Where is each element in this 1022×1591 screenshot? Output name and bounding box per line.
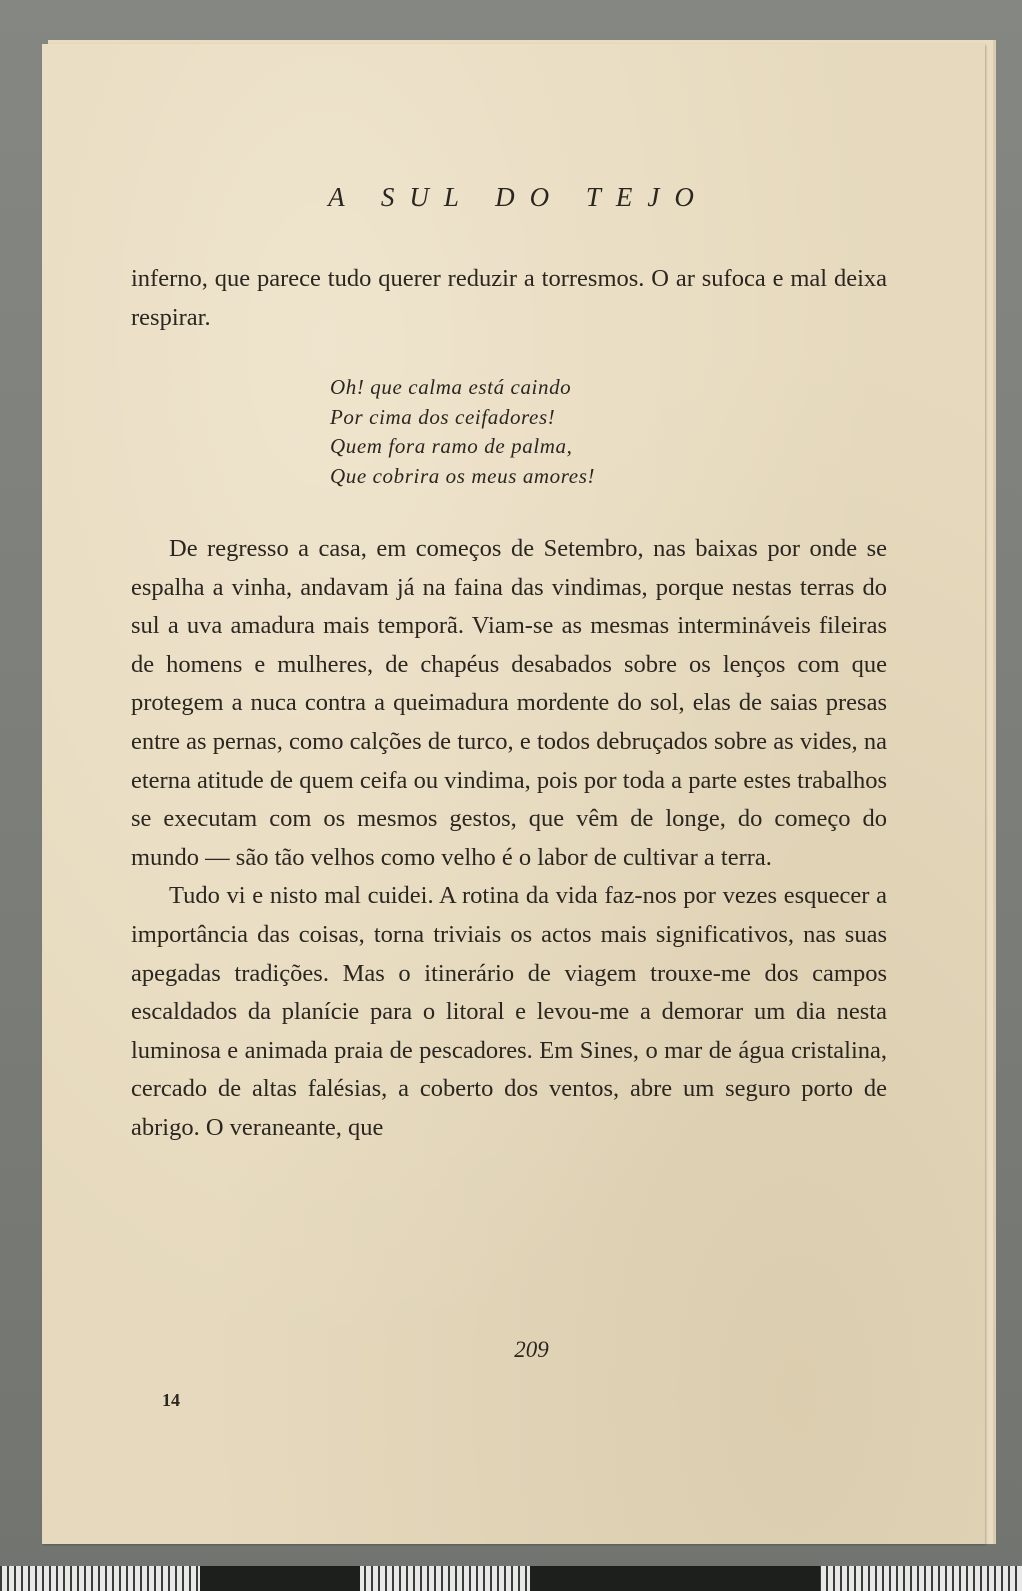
verse-line: Quem fora ramo de palma, <box>330 434 573 458</box>
verse-line: Oh! que calma está caindo <box>330 375 572 399</box>
running-head: A SUL DO TEJO <box>328 182 709 212</box>
paragraph-regresso: De regresso a casa, em começos de Setembro, nas baixas por onde se espalha a vinha, andavam já na faina das vindimas, porque nestas terras do sul a uva amadura mais temporã. Viam-se as mesmas intermináveis fileiras de homens e mulheres, de chapéus desabados sobre os lenços com que protegem a nuca contra a queimadura mordente do sol, elas de saias presas entre as pernas, como calções de turco, e todos debruçados sobre as vides, na eterna atitude de quem ceifa ou vindima, pois por toda a parte estes trabalhos se executam com os mesmos gestos, que vêm de longe, do começo do mundo — são tão velhos como velho é o labor de cultivar a terra. <box>131 535 887 871</box>
scale-ruler <box>0 1566 1022 1591</box>
verse-quatrain <box>330 373 595 491</box>
paragraph-text: inferno, que parece tudo querer reduzir a torresmos. O ar sufoca e mal deixa respirar. <box>131 265 887 331</box>
page-number: 209 <box>514 1337 549 1362</box>
verse-line: Por cima dos ceifadores! <box>330 404 556 429</box>
ruler-segment <box>530 1566 820 1591</box>
paragraph-tudo-vi: Tudo vi e nisto mal cuidei. A rotina da vida faz-nos por vezes esquecer a importância das coisas, torna triviais os actos mais significativos, nas suas apegadas tradições. Mas o itinerário de viagem trouxe-me dos campos escaldados da planície para o litoral e levou-me a demorar um dia nesta luminosa e animada praia de pescadores. Em Sines, o mar de água cristalina, cercado de altas falésias, a coberto dos ventos, abre um seguro porto de abrigo. O veraneante, que <box>131 882 887 1141</box>
verse-line: Que cobrira os meus amores! <box>330 463 596 488</box>
ruler-segment <box>200 1566 360 1591</box>
book-page <box>42 44 985 1544</box>
signature-mark: 14 <box>162 1390 180 1410</box>
body-text <box>131 530 887 1148</box>
paragraph-continued <box>131 260 887 337</box>
